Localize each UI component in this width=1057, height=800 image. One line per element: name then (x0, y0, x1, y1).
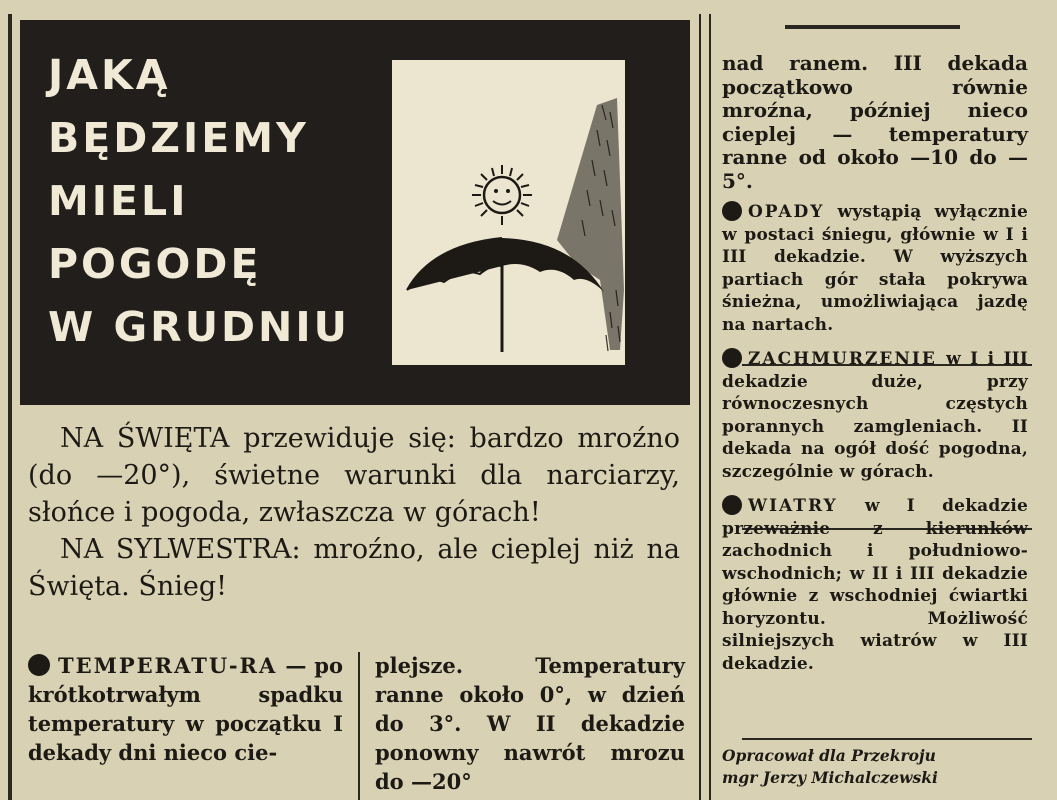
sun-umbrella-illustration (392, 60, 625, 365)
opady-text: wystąpią wyłącznie w postaci śniegu, głównie w I i III dekadzie. W wyższych partiach gór stała pokrywa śnieżna, umożliwiająca jazdę na nartach. (722, 202, 1028, 335)
bullet-icon (722, 348, 742, 368)
credit-line-2: mgr Jerzy Michalczewski (722, 768, 938, 787)
temperatura-text-1: — po krótkotrwałym spadku temperatury w początku I dekady dni nieco cie- (28, 653, 343, 765)
headline-banner (20, 20, 690, 405)
temperatura-text-2: plejsze. Temperatury ranne około 0°, w dzień do 3°. W II dekadzie ponowny nawrót mrozu do —20° (375, 653, 685, 794)
paragraph-sylwester: NA SYLWESTRA: mroźno, ale cieplej niż na Święta. Śnieg! (28, 534, 680, 602)
rule-after-wiatry (742, 738, 1032, 740)
zachmurzenie-text: w I i III dekadzie duże, przy równoczesnych częstych porannych zamgleniach. II dekada na ogół dość pogodna, szczególnie w górach. (722, 349, 1028, 482)
column-rule-small (358, 652, 360, 800)
headline-line: JAKĄ (48, 51, 171, 99)
headline-line: MIELI (48, 177, 189, 225)
author-credit (722, 745, 1032, 789)
right-column (722, 52, 1028, 683)
section-lead-zachmurzenie: ZACHMURZENIE (748, 349, 937, 369)
temperatura-col-1 (28, 651, 343, 767)
section-lead-temperatura: TEMPERATU-RA (58, 653, 278, 678)
wiatry-text: w I dekadzie przeważnie z kierunków zachodnich i południowo-wschodnich; w II i III dekadzie głównie z wschodniej ćwiartki horyzontu. Możliwość silniejszych wiatrów w III dekadzie. (722, 496, 1028, 674)
temperatura-col-2 (375, 651, 685, 796)
bullet-icon (722, 201, 742, 221)
top-right-rule (785, 25, 960, 29)
bullet-icon (722, 495, 742, 515)
paragraph-swieta: NA ŚWIĘTA przewiduje się: bardzo mroźno (do —20°), świetne warunki dla narciarzy, słońce i pogoda, zwłaszcza w górach! (28, 423, 680, 528)
headline-line: W GRUDNIU (48, 303, 350, 351)
page-left-rule (8, 14, 12, 800)
section-lead-opady: OPADY (748, 202, 825, 222)
headline-line: BĘDZIEMY (48, 114, 309, 162)
sun-with-umbrella-icon (392, 60, 625, 365)
opady-block (722, 201, 1028, 336)
intro-text (28, 420, 680, 605)
section-lead-wiatry: WIATRY (748, 496, 838, 516)
column-rule-main (699, 14, 701, 800)
temperatura-text-3: nad ranem. III dekada początkowo równie mroźna, później nieco cieplej — temperatury ranne od około —10 do —5°. (722, 51, 1028, 193)
column-rule-right (709, 14, 711, 800)
bullet-icon (28, 654, 50, 676)
zachmurzenie-block (722, 348, 1028, 483)
wiatry-block (722, 495, 1028, 675)
headline (48, 44, 350, 359)
credit-line-1: Opracował dla Przekroju (722, 746, 936, 765)
headline-line: POGODĘ (48, 240, 262, 288)
